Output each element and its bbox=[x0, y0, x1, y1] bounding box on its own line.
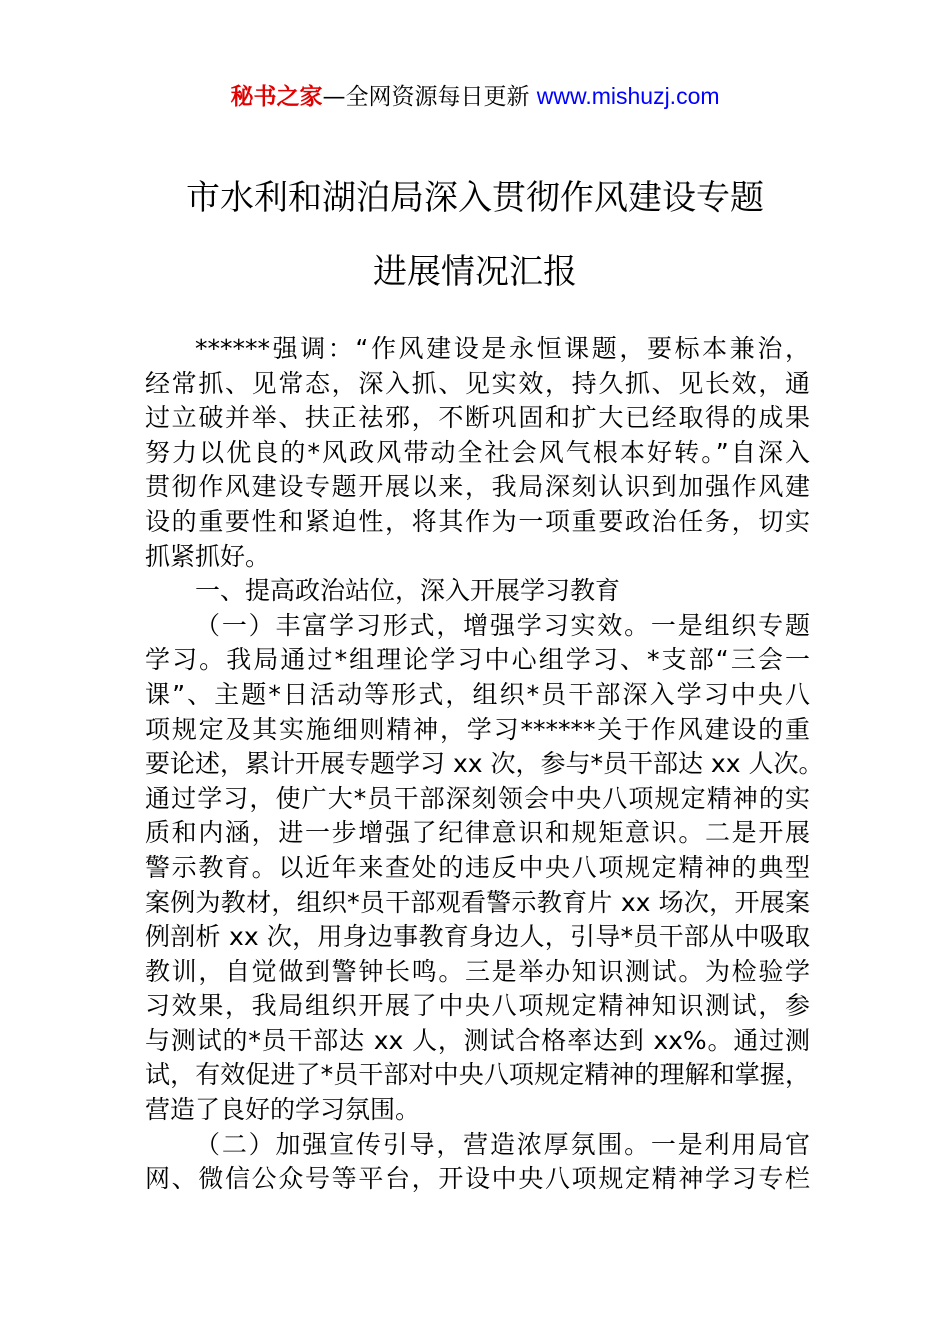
banner-slogan: 全网资源每日更新 bbox=[345, 84, 537, 110]
site-url-link[interactable]: www.mishuzj.com bbox=[536, 83, 720, 109]
text-line: 教训，自觉做到警钟长鸣。三是举办知识测试。为检验学 bbox=[145, 956, 810, 986]
text-line: 营造了良好的学习氛围。 bbox=[145, 1095, 421, 1125]
text-line: 习效果，我局组织开展了中央八项规定精神知识测试，参 bbox=[145, 991, 810, 1021]
text-line: 设的重要性和紧迫性，将其作为一项重要政治任务，切实 bbox=[145, 506, 810, 536]
text-line: 网、微信公众号等平台，开设中央八项规定精神学习专栏 bbox=[145, 1164, 810, 1194]
text-line: ******强调：“作风建设是永恒课题，要标本兼治， bbox=[195, 334, 810, 363]
text-line: 警示教育。以近年来查处的违反中央八项规定精神的典型 bbox=[145, 852, 810, 882]
text-line: 试，有效促进了*员干部对中央八项规定精神的理解和掌握， bbox=[145, 1060, 810, 1090]
text-line: 过立破并举、扶正祛邪，不断巩固和扩大已经取得的成果 bbox=[145, 403, 810, 433]
text-line: 与测试的*员干部达 xx 人，测试合格率达到 xx%。通过测 bbox=[145, 1025, 810, 1055]
text-line: （一）丰富学习形式，增强学习实效。一是组织专题 bbox=[195, 610, 810, 640]
text-line: 学习。我局通过*组理论学习中心组学习、*支部“三会一 bbox=[145, 645, 810, 675]
brand-name: 秘书之家 bbox=[230, 84, 323, 110]
text-line: 抓紧抓好。 bbox=[145, 541, 271, 571]
text-line: 质和内涵，进一步增强了纪律意识和规矩意识。二是开展 bbox=[145, 818, 810, 848]
banner-dash: — bbox=[322, 84, 346, 110]
text-line: 项规定及其实施细则精神，学习******关于作风建设的重 bbox=[145, 714, 810, 744]
document-title-line-2: 进展情况汇报 bbox=[373, 252, 577, 292]
text-line: 案例为教材，组织*员干部观看警示教育片 xx 场次，开展案 bbox=[145, 887, 810, 917]
text-line: 贯彻作风建设专题开展以来，我局深刻认识到加强作风建 bbox=[145, 472, 810, 502]
section-heading: 一、提高政治站位，深入开展学习教育 bbox=[195, 576, 621, 606]
text-line: 课”、主题*日活动等形式，组织*员干部深入学习中央八 bbox=[145, 679, 810, 709]
text-line: （二）加强宣传引导，营造浓厚氛围。一是利用局官 bbox=[195, 1129, 810, 1159]
document-body bbox=[145, 332, 824, 1197]
text-line: 经常抓、见常态，深入抓、见实效，持久抓、见长效，通 bbox=[145, 368, 810, 398]
text-line: 通过学习，使广大*员干部深刻领会中央八项规定精神的实 bbox=[145, 783, 810, 813]
text-line: 要论述，累计开展专题学习 xx 次，参与*员干部达 xx 人次。 bbox=[145, 749, 824, 779]
site-banner bbox=[0, 80, 950, 113]
text-line: 努力以优良的*风政风带动全社会风气根本好转。”自深入 bbox=[145, 437, 810, 467]
text-line: 例剖析 xx 次，用身边事教育身边人，引导*员干部从中吸取 bbox=[145, 922, 810, 952]
document-title-line-1: 市水利和湖泊局深入贯彻作风建设专题 bbox=[186, 178, 764, 218]
